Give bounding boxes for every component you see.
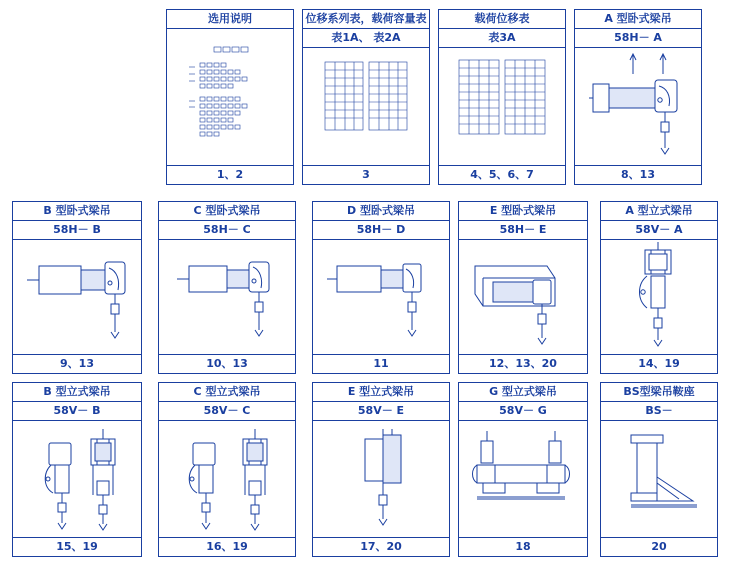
card-header: A 型卧式梁吊 [575, 10, 701, 29]
card-graphic [303, 48, 429, 165]
card-graphic [459, 421, 587, 537]
card-footer: 4、5、6、7 [439, 165, 565, 184]
card-subheader: 58V－ A [601, 221, 717, 240]
card-type-e-vertical[interactable] [312, 382, 450, 557]
card-type-e-horizontal[interactable] [458, 201, 588, 374]
card-graphic [167, 29, 293, 165]
card-header: BS型梁吊鞍座 [601, 383, 717, 402]
card-subheader: 58H－ C [159, 221, 295, 240]
card-subheader: 58V－ G [459, 402, 587, 421]
card-graphic [13, 421, 141, 537]
card-header: E 型立式梁吊 [313, 383, 449, 402]
card-footer: 15、19 [13, 537, 141, 556]
card-header: 位移系列表，载荷容量表 [303, 10, 429, 29]
card-footer: 8、13 [575, 165, 701, 184]
card-graphic [313, 240, 449, 354]
card-footer: 16、19 [159, 537, 295, 556]
card-type-c-vertical[interactable] [158, 382, 296, 557]
card-subheader: 表1A、 表2A [303, 29, 429, 48]
card-graphic [601, 421, 717, 537]
card-bs-saddle[interactable] [600, 382, 718, 557]
card-graphic [313, 421, 449, 537]
card-header: D 型卧式梁吊 [313, 202, 449, 221]
card-subheader: 58H－ B [13, 221, 141, 240]
card-footer: 12、13、20 [459, 354, 587, 373]
card-type-b-vertical[interactable] [12, 382, 142, 557]
card-graphic [459, 240, 587, 354]
card-header: E 型卧式梁吊 [459, 202, 587, 221]
card-footer: 11 [313, 354, 449, 373]
card-footer: 10、13 [159, 354, 295, 373]
card-header: 选用说明 [167, 10, 293, 29]
card-footer: 3 [303, 165, 429, 184]
card-subheader: 58V－ E [313, 402, 449, 421]
card-graphic [159, 240, 295, 354]
card-header: C 型卧式梁吊 [159, 202, 295, 221]
card-graphic [439, 48, 565, 165]
card-subheader: 58H－ A [575, 29, 701, 48]
card-graphic [575, 48, 701, 165]
card-displacement-tables[interactable] [302, 9, 430, 185]
card-footer: 17、20 [313, 537, 449, 556]
card-footer: 1、2 [167, 165, 293, 184]
card-type-c-horizontal[interactable] [158, 201, 296, 374]
card-type-b-horizontal[interactable] [12, 201, 142, 374]
card-header: C 型立式梁吊 [159, 383, 295, 402]
card-header: B 型卧式梁吊 [13, 202, 141, 221]
card-graphic [13, 240, 141, 354]
card-graphic [601, 240, 717, 354]
card-subheader: 表3A [439, 29, 565, 48]
card-footer: 20 [601, 537, 717, 556]
card-header: A 型立式梁吊 [601, 202, 717, 221]
card-instructions[interactable] [166, 9, 294, 185]
card-type-a-vertical[interactable] [600, 201, 718, 374]
card-graphic [159, 421, 295, 537]
card-type-d-horizontal[interactable] [312, 201, 450, 374]
card-header: B 型立式梁吊 [13, 383, 141, 402]
card-subheader: 58H－ D [313, 221, 449, 240]
card-header: G 型立式梁吊 [459, 383, 587, 402]
card-footer: 14、19 [601, 354, 717, 373]
card-type-a-horizontal[interactable] [574, 9, 702, 185]
card-type-g-vertical[interactable] [458, 382, 588, 557]
card-subheader: 58V－ C [159, 402, 295, 421]
card-footer: 9、13 [13, 354, 141, 373]
card-footer: 18 [459, 537, 587, 556]
card-subheader: BS－ [601, 402, 717, 421]
card-header: 载荷位移表 [439, 10, 565, 29]
card-load-displacement-table[interactable] [438, 9, 566, 185]
card-subheader: 58H－ E [459, 221, 587, 240]
card-subheader: 58V－ B [13, 402, 141, 421]
